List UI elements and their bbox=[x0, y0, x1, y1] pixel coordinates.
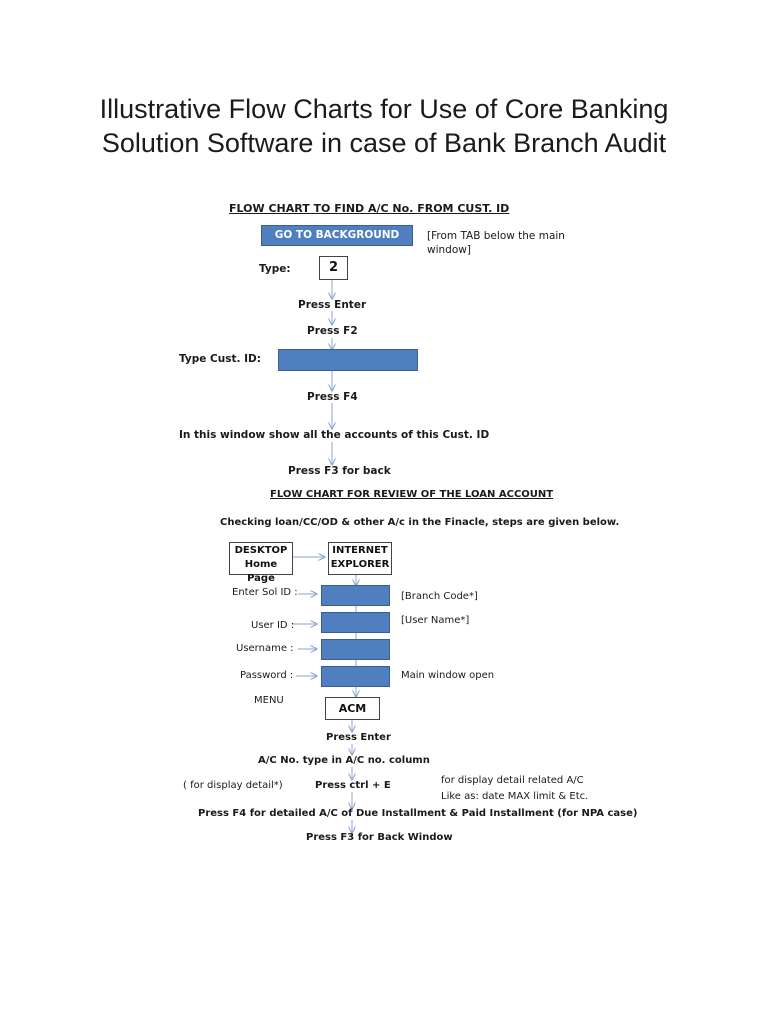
press-f4-detailed-step: Press F4 for detailed A/C of Due Installment & Paid Installment (for NPA case) bbox=[198, 808, 638, 819]
password-label: Password : bbox=[240, 670, 294, 681]
display-detail-note: ( for display detail*) bbox=[183, 780, 283, 791]
press-f3-back-step: Press F3 for Back Window bbox=[306, 832, 453, 843]
page-title-line-1: Illustrative Flow Charts for Use of Core Banking bbox=[99, 94, 669, 124]
page-title-line-2: Solution Software in case of Bank Branch Audit bbox=[101, 128, 667, 158]
user-id-label: User ID : bbox=[251, 620, 295, 631]
cust-id-input-box bbox=[278, 349, 418, 371]
user-name-note: [User Name*] bbox=[401, 615, 470, 626]
internet-label: INTERNET bbox=[332, 545, 388, 556]
branch-code-note: [Branch Code*] bbox=[401, 591, 478, 602]
username-box bbox=[321, 639, 390, 660]
sol-id-label: Enter Sol ID : bbox=[232, 587, 298, 598]
press-enter-step: Press Enter bbox=[298, 299, 367, 311]
menu-label: MENU bbox=[254, 695, 284, 706]
related-ac-note-1: for display detail related A/C bbox=[441, 775, 584, 786]
main-window-open-note: Main window open bbox=[401, 670, 495, 681]
sol-id-box bbox=[321, 585, 390, 606]
press-f4-step: Press F4 bbox=[307, 391, 358, 403]
home-page-label: Home Page bbox=[244, 559, 278, 584]
user-id-box bbox=[321, 612, 390, 633]
type-value-box: 2 bbox=[319, 256, 348, 280]
go-to-background-box: GO TO BACKGROUND bbox=[261, 225, 413, 246]
type-label: Type: bbox=[259, 263, 291, 275]
internet-explorer-box bbox=[328, 542, 392, 575]
password-box bbox=[321, 666, 390, 687]
tab-note-line-2: window] bbox=[427, 244, 471, 256]
ac-type-step: A/C No. type in A/C no. column bbox=[258, 755, 430, 766]
desktop-label: DESKTOP bbox=[234, 545, 288, 556]
chart2-heading: FLOW CHART FOR REVIEW OF THE LOAN ACCOUNT bbox=[270, 489, 554, 500]
press-ctrl-e-step: Press ctrl + E bbox=[315, 780, 391, 791]
related-ac-note-2: Like as: date MAX limit & Etc. bbox=[441, 791, 589, 802]
username-label: Username : bbox=[236, 643, 294, 654]
chart2-intro: Checking loan/CC/OD & other A/c in the Finacle, steps are given below. bbox=[220, 517, 620, 528]
chart2-press-enter: Press Enter bbox=[326, 732, 391, 743]
chart1-heading: FLOW CHART TO FIND A/C No. FROM CUST. ID bbox=[229, 202, 510, 215]
type-cust-id-label: Type Cust. ID: bbox=[179, 353, 261, 365]
desktop-home-page-box bbox=[229, 542, 293, 584]
window-note: In this window show all the accounts of this Cust. ID bbox=[179, 429, 490, 441]
press-f3-step: Press F3 for back bbox=[288, 465, 391, 477]
press-f2-step: Press F2 bbox=[307, 325, 358, 337]
acm-box: ACM bbox=[325, 697, 380, 720]
tab-note-line-1: [From TAB below the main bbox=[427, 230, 565, 242]
explorer-label: EXPLORER bbox=[330, 559, 390, 570]
